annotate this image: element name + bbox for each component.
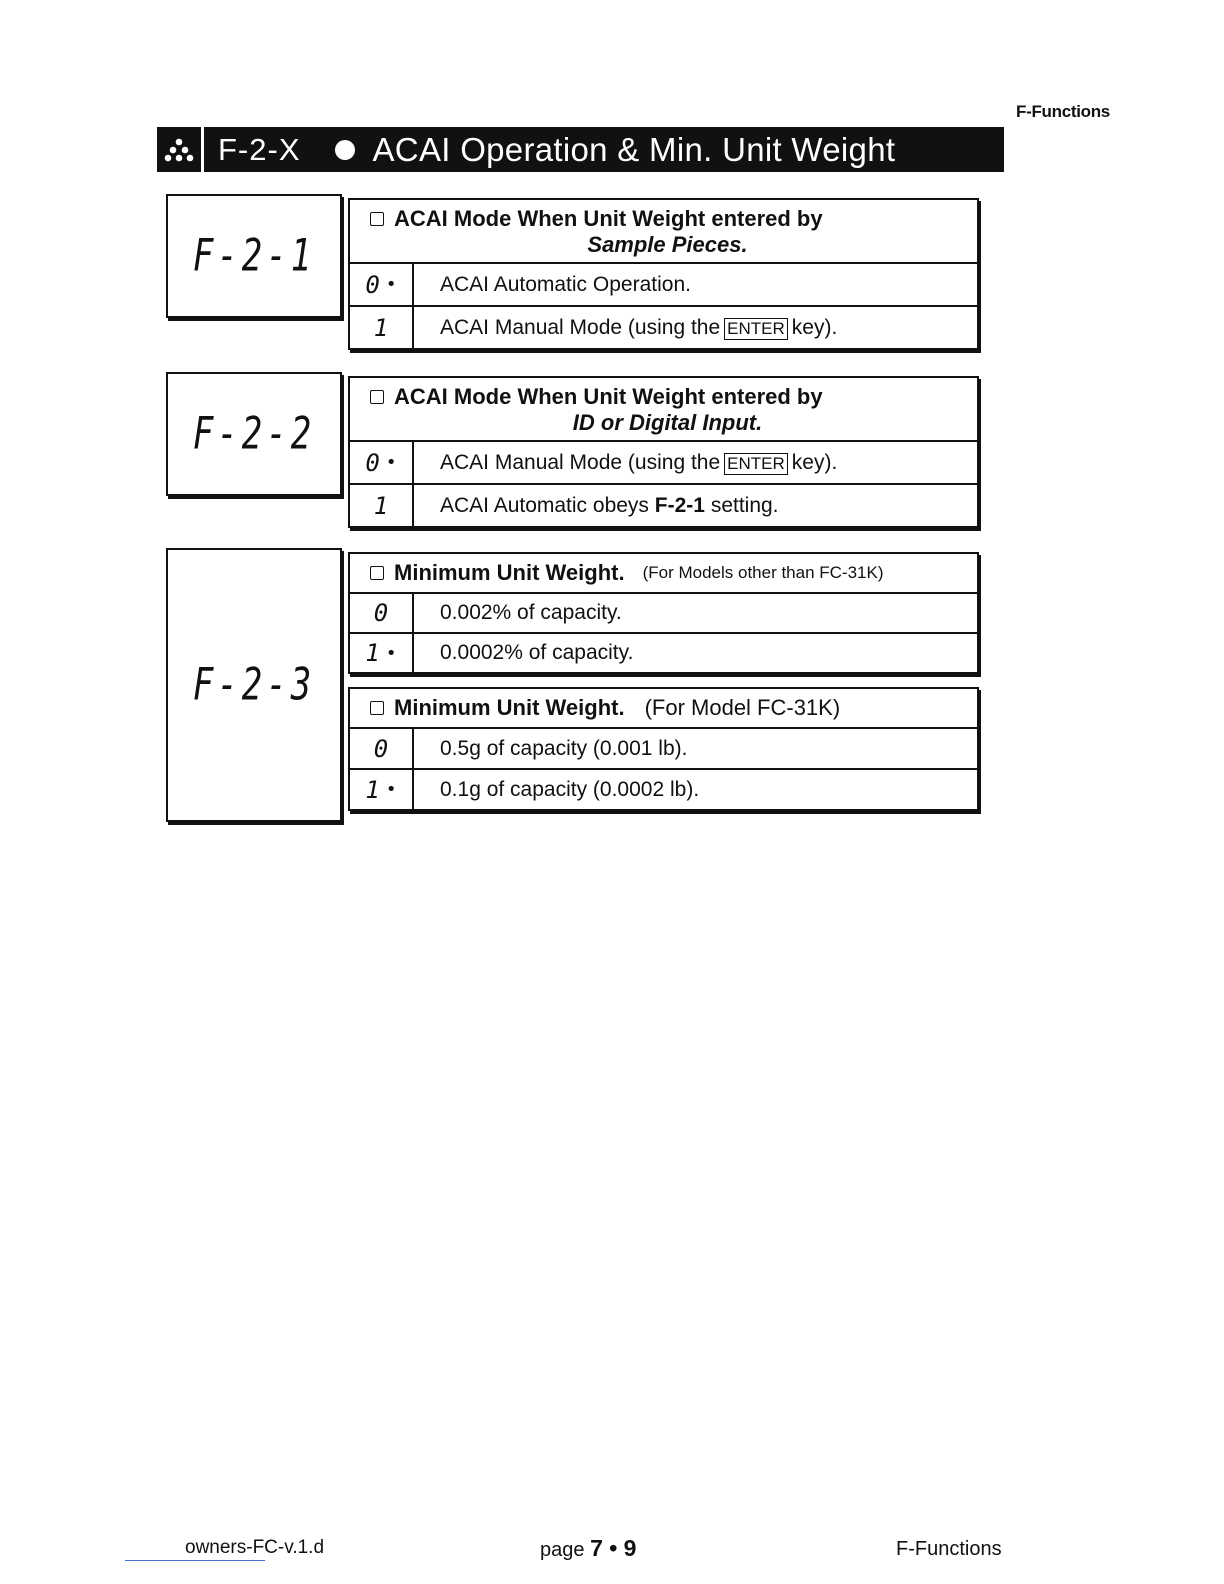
default-dot-icon: •: [385, 274, 397, 295]
segment-display-text: F-2-1: [192, 230, 316, 282]
table-row: [350, 442, 977, 485]
table-row: [350, 594, 977, 634]
footer-page: page 7 • 9: [540, 1535, 637, 1561]
parameter-table-f-2-2: [348, 376, 979, 528]
parameter-table-f-2-1: [348, 198, 979, 350]
footer-document-id: owners-FC-v.1.d: [185, 1537, 325, 1558]
table-row: [350, 729, 977, 770]
banner-title: ACAI Operation & Min. Unit Weight: [372, 130, 896, 168]
table-heading: ACAI Mode When Unit Weight entered by Sample Pieces.: [350, 200, 977, 264]
table-note: (For Models other than FC-31K): [642, 563, 884, 582]
option-description: ACAI Automatic obeys F-2-1 setting.: [440, 493, 779, 517]
option-value: 1 •: [350, 770, 414, 809]
parameter-table-f-2-3-general: [348, 552, 979, 674]
option-value: 1 •: [350, 634, 414, 672]
default-dot-icon: •: [385, 642, 397, 664]
default-dot-icon: •: [385, 779, 397, 800]
checkbox-icon: [370, 212, 384, 226]
table-heading: Minimum Unit Weight. (For Model FC-31K): [350, 689, 977, 729]
table-row: [350, 485, 977, 526]
checkbox-icon: [370, 390, 384, 404]
table-row: [350, 770, 977, 809]
footer-underline: [125, 1560, 265, 1561]
parameter-table-f-2-3-fc31k: [348, 687, 979, 811]
default-dot-icon: •: [385, 452, 397, 473]
table-heading: Minimum Unit Weight. (For Models other than FC-31K): [350, 554, 977, 594]
table-row: [350, 634, 977, 672]
page-number: 7 • 9: [590, 1535, 637, 1561]
segment-display-text: F-2-3: [192, 659, 316, 711]
option-value: 1: [350, 485, 414, 526]
option-value: 1: [350, 307, 414, 348]
option-description: 0.5g of capacity (0.001 lb).: [440, 736, 688, 760]
header-section-label: F-Functions: [1016, 102, 1110, 121]
enter-key-icon: ENTER: [724, 318, 788, 340]
section-banner: [157, 127, 1004, 172]
checkbox-icon: [370, 701, 384, 715]
option-value: 0 •: [350, 442, 414, 483]
checkbox-icon: [370, 566, 384, 580]
option-value: 0: [350, 729, 414, 768]
segment-display-text: F-2-2: [192, 408, 316, 460]
table-subheading: ID or Digital Input.: [572, 410, 763, 435]
function-group-icon: [157, 127, 204, 172]
option-description: ACAI Manual Mode (using the ENTER key).: [440, 450, 838, 474]
display-f-2-3: [166, 548, 342, 822]
option-description: ACAI Manual Mode (using the ENTER key).: [440, 315, 838, 339]
footer-section-label: F-Functions: [896, 1538, 1002, 1560]
table-heading: ACAI Mode When Unit Weight entered by ID or Digital Input.: [350, 378, 977, 442]
option-description: ACAI Automatic Operation.: [440, 272, 691, 296]
option-description: 0.002% of capacity.: [440, 601, 622, 624]
banner-code: F-2-X: [218, 131, 301, 167]
table-note: (For Model FC-31K): [644, 695, 841, 720]
option-value: 0: [350, 594, 414, 632]
table-row: [350, 264, 977, 307]
table-subheading: Sample Pieces.: [587, 232, 748, 257]
display-f-2-1: [166, 194, 342, 318]
option-description: 0.1g of capacity (0.0002 lb).: [440, 777, 700, 801]
enter-key-icon: ENTER: [724, 453, 788, 475]
table-row: [350, 307, 977, 348]
bullet-icon: [335, 140, 355, 160]
option-description: 0.0002% of capacity.: [440, 641, 634, 664]
option-value: 0 •: [350, 264, 414, 305]
display-f-2-2: [166, 372, 342, 496]
